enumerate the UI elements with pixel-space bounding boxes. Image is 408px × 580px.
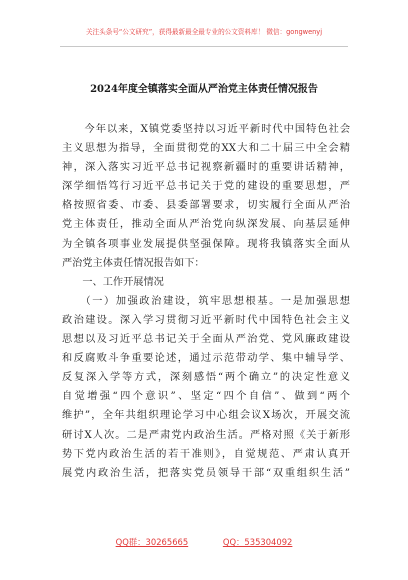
body-line: 势下党内政治生活的若干准则》，自觉规范、严肃认真开 <box>62 448 350 460</box>
body-line: 展党内政治生活，把落实党员领导干部“双重组织生活” <box>62 467 350 479</box>
body-line: 严治党主体责任情况报告如下： <box>62 257 205 269</box>
body-line: （一）加强政治建设，筑牢思想根基。一是加强思想 <box>62 295 350 307</box>
document-title: 2024年度全镇落实全面从严治党主体责任情况报告 <box>90 84 318 95</box>
footer-banner <box>0 536 408 548</box>
body-line: 自觉增强“四个意识”、坚定“四个自信”、做到“两个 <box>62 391 350 403</box>
body-line: 政治建设。深入学习贯彻习近平新时代中国特色社会主义 <box>62 314 350 326</box>
section-heading: 一、工作开展情况 <box>62 276 164 288</box>
body-line: 思想以及习近平总书记关于全面从严治党、党风廉政建设 <box>62 334 350 346</box>
body-line: 研讨X人次。二是严肃党内政治生活。严格对照《关于新形 <box>62 429 350 441</box>
body-line: 党主体责任，推动全面从严治党向纵深发展、向基层延伸 <box>62 219 350 231</box>
body-line: 格按照省委、市委、县委部署要求，切实履行全面从严治 <box>62 200 350 212</box>
document-body <box>62 120 350 483</box>
body-line: 反复深入学等方式，深刻感悟“两个确立”的决定性意义 <box>62 372 350 384</box>
body-line: 为全镇各项事业发展提供坚强保障。现将我镇落实全面从 <box>62 238 350 250</box>
qq-group-link[interactable]: QQ群：30265665 <box>115 537 189 547</box>
header-banner: 关注头条号“公文研究”，获得最新最全最专业的公文资料库！ 微信：gongwenyj <box>85 28 323 36</box>
header-divider <box>60 46 348 47</box>
body-line: 神，深入落实习近平总书记视察新疆时的重要讲话精神， <box>62 162 350 174</box>
body-line: 维护”，全年共组织理论学习中心组会议X场次，开展交流 <box>62 410 350 422</box>
body-line: 主义思想为指导，全面贯彻党的XX大和二十届三中全会精 <box>62 143 350 155</box>
body-line: 今年以来，X镇党委坚持以习近平新时代中国特色社会 <box>62 124 350 135</box>
body-line: 和反腐败斗争重要论述，通过示范带动学、集中辅导学、 <box>62 353 350 365</box>
qq-contact-link[interactable]: QQ：535304092 <box>222 537 293 547</box>
body-line: 深学细悟笃行习近平总书记关于党的建设的重要思想，严 <box>62 181 350 193</box>
